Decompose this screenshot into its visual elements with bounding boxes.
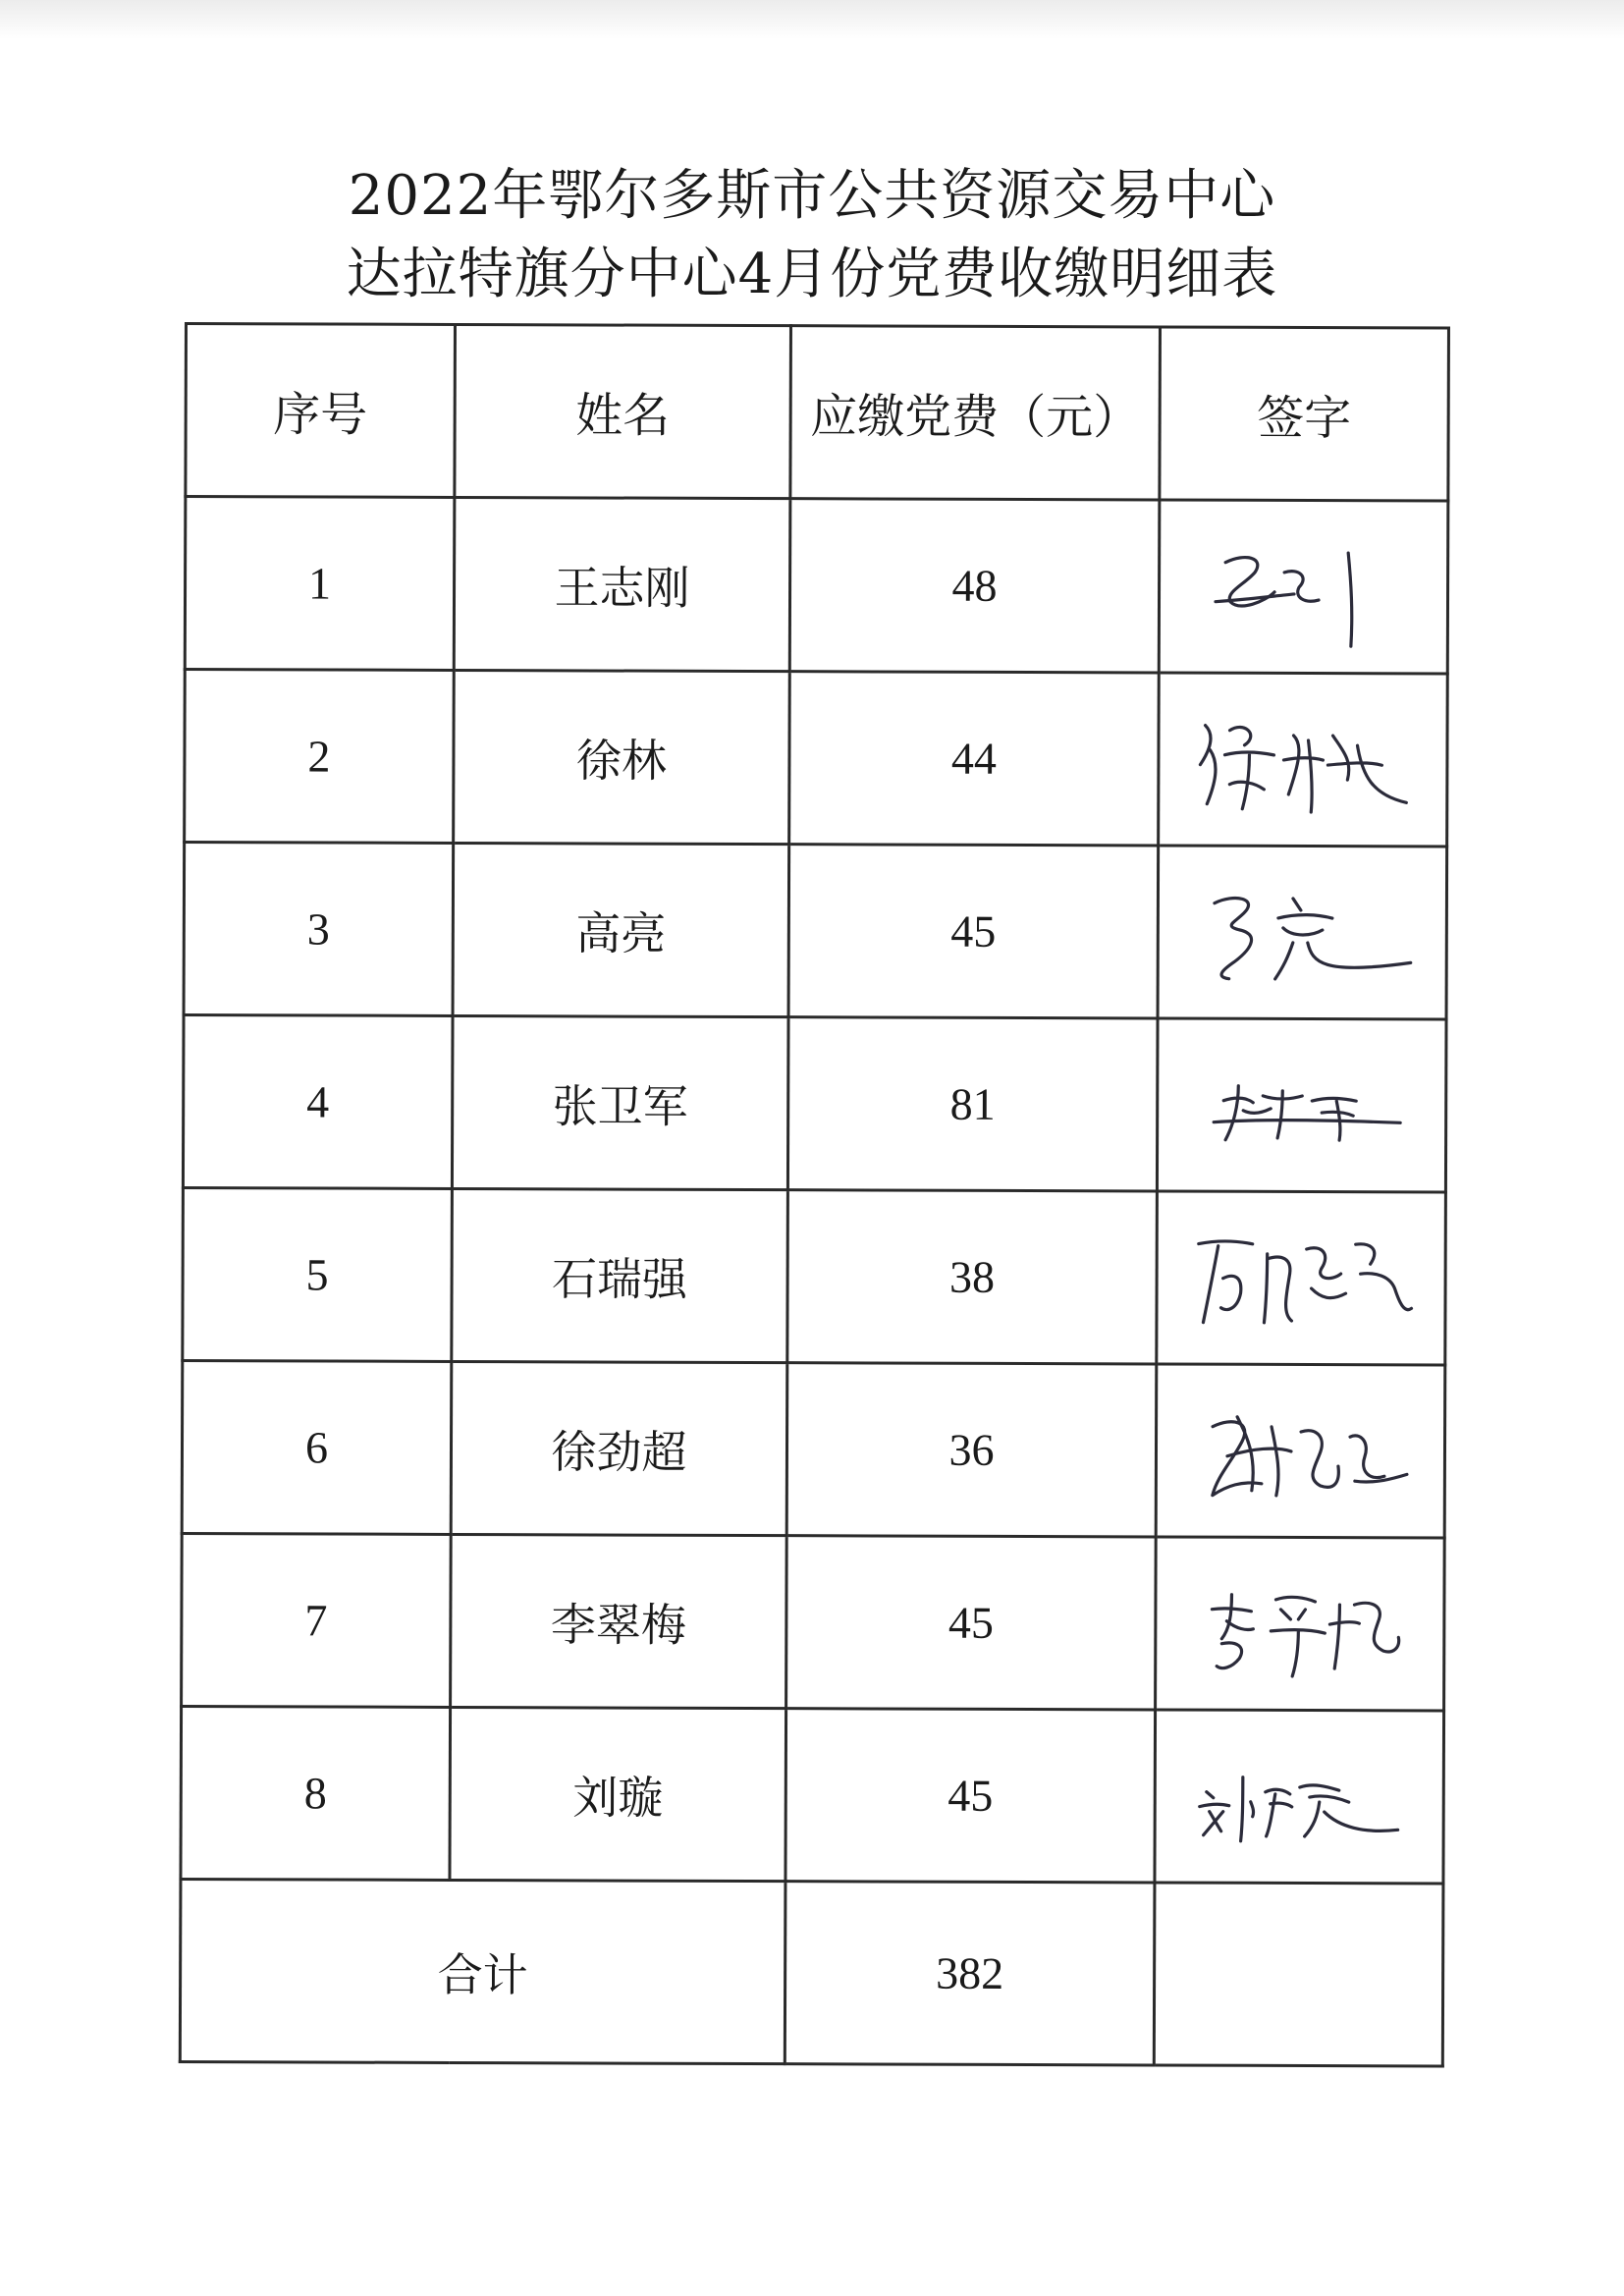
handwritten-signature-1: [1185, 522, 1421, 651]
table-row: [184, 843, 1447, 1019]
table-row: [183, 1187, 1446, 1364]
row-name: 李翠梅: [451, 1534, 787, 1708]
row-dues: 38: [787, 1190, 1158, 1364]
handwritten-signature-4: [1183, 1041, 1419, 1170]
row-dues: 45: [786, 1536, 1157, 1710]
row-dues: 45: [785, 1709, 1156, 1883]
row-signature: [1156, 1537, 1445, 1711]
handwritten-signature-7: [1182, 1559, 1418, 1688]
row-name: 王志刚: [454, 497, 790, 671]
handwritten-signature-2: [1185, 695, 1421, 824]
row-name: 徐劲超: [451, 1361, 787, 1535]
handwritten-signature-3: [1184, 868, 1420, 997]
row-index: 6: [182, 1360, 452, 1534]
row-signature: [1158, 846, 1447, 1019]
row-name: 高亮: [453, 843, 789, 1016]
row-signature: [1155, 1710, 1444, 1884]
row-signature: [1159, 673, 1448, 847]
total-signature-empty: [1154, 1883, 1443, 2066]
row-index: 5: [183, 1187, 453, 1361]
dues-table: [179, 322, 1450, 2067]
document-title-line-2: 达拉特旗分中心4月份党费收缴明细表: [346, 243, 1278, 306]
header-dues: 应缴党费（元）: [790, 326, 1161, 500]
row-dues: 45: [788, 845, 1159, 1018]
header-name: 姓名: [455, 324, 791, 498]
total-dues: 382: [785, 1882, 1155, 2065]
row-name: 徐林: [454, 670, 790, 844]
row-dues: 48: [789, 499, 1160, 673]
row-dues: 36: [786, 1363, 1157, 1537]
table-row: [181, 1706, 1444, 1883]
header-signature: 签字: [1160, 327, 1449, 501]
row-index: 7: [182, 1533, 452, 1707]
row-name: 刘璇: [450, 1707, 786, 1881]
row-dues: 44: [789, 672, 1160, 846]
handwritten-signature-6: [1182, 1387, 1418, 1515]
table-row: [182, 1360, 1445, 1537]
row-index: 1: [185, 497, 455, 671]
row-dues: 81: [787, 1017, 1158, 1191]
row-signature: [1157, 1191, 1446, 1365]
row-signature: [1157, 1018, 1446, 1192]
total-label: 合计: [180, 1879, 785, 2063]
document-title-line-1: 2022年鄂尔多斯市公共资源交易中心: [348, 164, 1276, 228]
table-row: [185, 497, 1448, 674]
row-signature: [1159, 500, 1448, 674]
handwritten-signature-8: [1181, 1732, 1417, 1861]
table-total-row: [180, 1879, 1443, 2065]
row-index: 2: [185, 670, 455, 844]
handwritten-signature-5: [1183, 1214, 1419, 1342]
header-index: 序号: [186, 324, 456, 498]
row-index: 4: [183, 1015, 453, 1189]
table-header-row: [186, 324, 1449, 501]
table-row: [185, 670, 1448, 847]
table-row: [183, 1015, 1446, 1192]
table-row: [182, 1533, 1445, 1710]
scan-edge-shadow: [0, 0, 1624, 39]
row-name: 张卫军: [452, 1015, 788, 1189]
row-index: 3: [184, 843, 454, 1016]
row-index: 8: [181, 1706, 451, 1880]
row-name: 石瑞强: [452, 1188, 788, 1362]
row-signature: [1156, 1364, 1445, 1538]
